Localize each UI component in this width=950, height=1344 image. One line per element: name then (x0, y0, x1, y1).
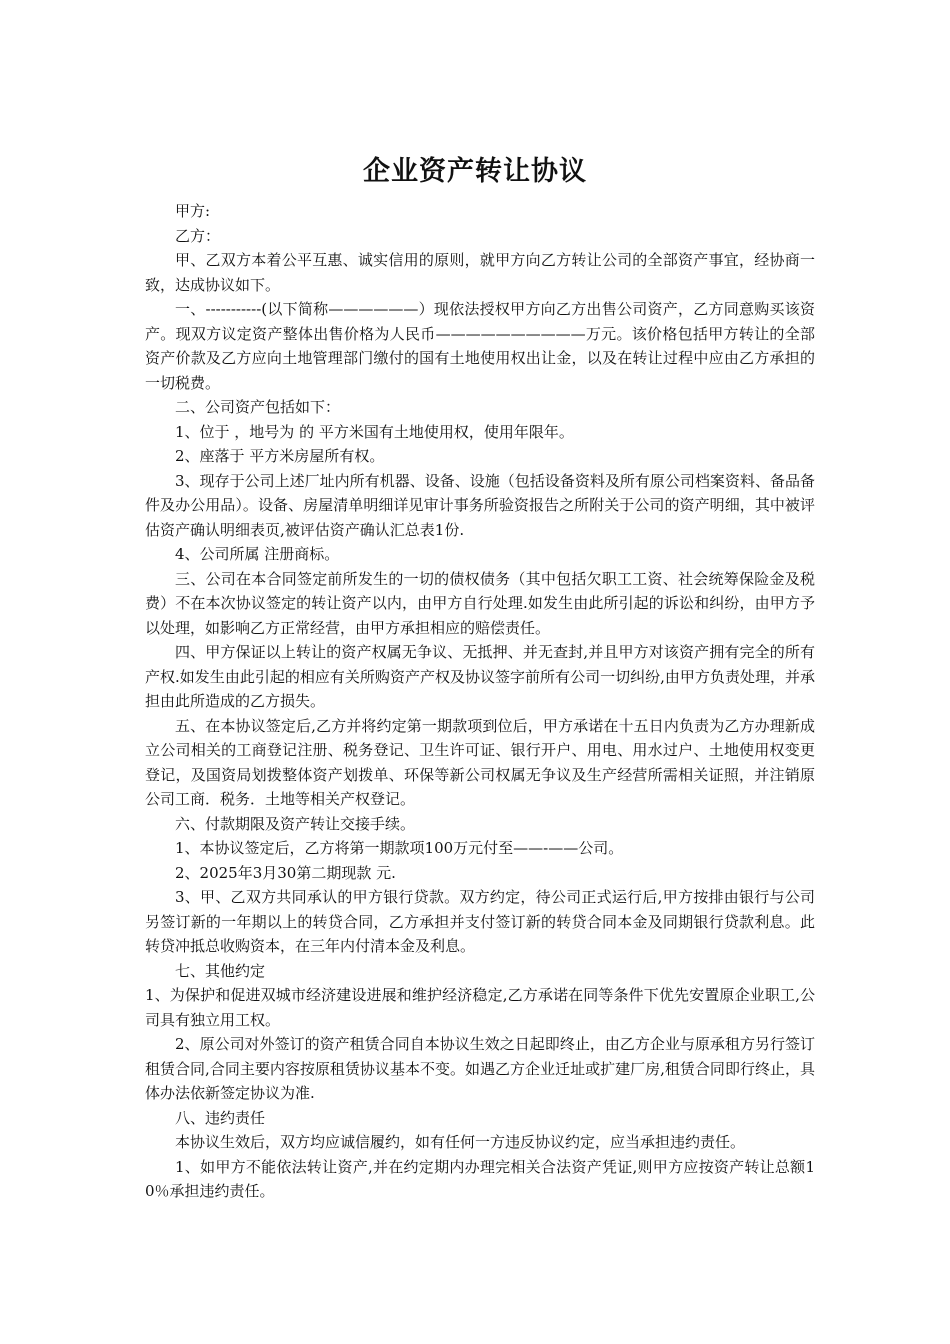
clause-3-paragraph: 三、公司在本合同签定前所发生的一切的债权债务（其中包括欠职工工资、社会统筹保险金及税费）不在本次协议签定的转让资产以内，由甲方自行处理.如发生由此所引起的诉讼和纠纷，由甲方予以处理，如影响乙方正常经营，由甲方承担相应的赔偿责任。 (145, 569, 815, 637)
party-b-line: 乙方： (175, 226, 221, 245)
clause-6-item-2: 2、2025年3月30第二期现款 元. (175, 863, 396, 882)
clause-2-heading: 二、公司资产包括如下： (175, 398, 341, 416)
clause-2-item-3: 3、现存于公司上述厂址内所有机器、设备、设施（包括设备资料及所有原公司档案资料、备品备件及办公用品）。设备、房屋清单明细详见审计事务所验资报告之所附关于公司的资产明细，其中被评估资产确认明细表页,被评估资产确认汇总表1份. (145, 471, 815, 539)
clause-6-heading: 六、付款期限及资产转让交接手续。 (175, 814, 416, 833)
clause-6-item-3: 3、甲、乙双方共同承认的甲方银行贷款。双方约定，待公司正式运行后,甲方按排由银行与公司另签订新的一年期以上的转贷合同，乙方承担并支付签订新的转贷合同本金及同期银行贷款利息。此转贷冲抵总收购资本，在三年内付清本金及利息。 (145, 888, 815, 955)
clause-7-heading: 七、其他约定 (175, 961, 266, 980)
clause-4-paragraph: 四、甲方保证以上转让的资产权属无争议、无抵押、并无查封,并且甲方对该资产拥有完全的所有产权.如发生由此引起的相应有关所购资产产权及协议签字前所有公司一切纠纷,由甲方负责处理，并承担由此所造成的乙方损失。 (145, 643, 815, 710)
document-title: 企业资产转让协议 (363, 156, 587, 187)
clause-7-item-1: 1、为保护和促进双城市经济建设进展和维护经济稳定,乙方承诺在同等条件下优先安置原企业职工,公司具有独立用工权。 (145, 986, 815, 1029)
clause-5-paragraph: 五、在本协议签定后,乙方并将约定第一期款项到位后，甲方承诺在十五日内负责为乙方办理新成立公司相关的工商登记注册、税务登记、卫生许可证、银行开户、用电、用水过户、土地使用权变更登记，及国资局划拨整体资产划拨单、环保等新公司权属无争议及生产经营所需相关证照，并注销原公司工商．税务．土地等相关产权登记。 (145, 716, 815, 808)
clause-8-paragraph: 本协议生效后，双方均应诚信履约，如有任何一方违反协议约定，应当承担违约责任。 (175, 1133, 746, 1151)
preamble-paragraph: 甲、乙双方本着公平互惠、诚实信用的原则，就甲方向乙方转让公司的全部资产事宜，经协商一致，达成协议如下。 (145, 251, 815, 294)
clause-7-item-2: 2、原公司对外签订的资产租赁合同自本协议生效之日起即终止，由乙方企业与原承租方另行签订租赁合同,合同主要内容按原租赁协议基本不变。如遇乙方企业迁址或扩建厂房,租赁合同即行终止，具体办法依新签定协议为准. (145, 1035, 815, 1102)
clause-8-heading: 八、违约责任 (175, 1108, 266, 1127)
clause-2-item-1: 1、位于 ，地号为 的 平方米国有土地使用权，使用年限年。 (175, 422, 574, 441)
party-a-line: 甲方: (175, 202, 211, 220)
clause-6-item-1: 1、本协议签定后，乙方将第一期款项100万元付至——-——公司。 (175, 839, 624, 857)
clause-8-item-1: 1、如甲方不能依法转让资产,并在约定期内办理完相关合法资产凭证,则甲方应按资产转让总额10％承担违约责任。 (145, 1157, 815, 1200)
clause-1-paragraph: 一、-----------(以下简称——————）现依法授权甲方向乙方出售公司资产，乙方同意购买该资产。现双方议定资产整体出售价格为人民币——————————万元。该价格包括甲方转让的全部资产价款及乙方应向土地管理部门缴付的国有土地使用权出让金，以及在转让过程中应由乙方承担的一切税费。 (145, 300, 815, 392)
clause-2-item-4: 4、公司所属 注册商标。 (175, 545, 340, 563)
document-body (145, 199, 815, 1204)
clause-2-item-2: 2、座落于 平方米房屋所有权。 (175, 447, 385, 465)
